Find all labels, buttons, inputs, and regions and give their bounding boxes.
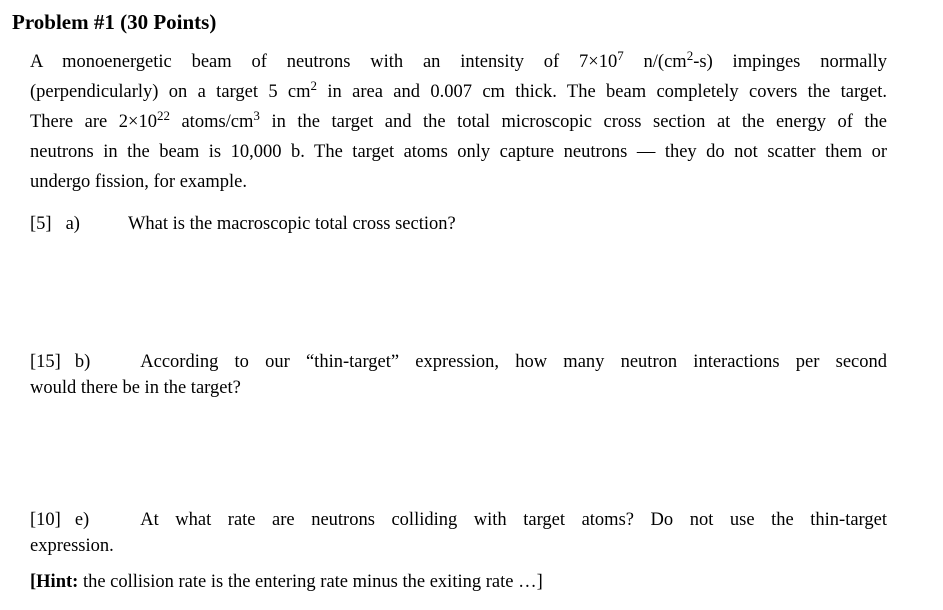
exponent: 2 [686, 48, 694, 63]
statement-text: -s) impinges normally [693, 52, 887, 72]
statement-text: n/(cm [623, 52, 687, 72]
statement-text: in the target and the total microscopic cross section at the energy of the [259, 112, 888, 132]
hint-text: the collision rate is the entering rate minus the exiting rate …] [78, 572, 543, 592]
exponent: 3 [253, 108, 260, 123]
question-points: [5] [30, 214, 52, 234]
hint [30, 572, 543, 593]
question-text: What is the macroscopic total cross section? [127, 214, 456, 234]
question-a [30, 211, 887, 237]
statement-line-1 [30, 47, 887, 77]
statement-line-4: neutrons in the beam is 10,000 b. The target atoms only capture neutrons — they do not scatter them or [30, 142, 887, 162]
statement-text: There are 2×10 [30, 112, 157, 132]
hint-label: [Hint: [30, 572, 79, 592]
question-text-continued: would there be in the target? [30, 378, 241, 398]
question-b [30, 349, 887, 401]
problem-title: Problem #1 (30 Points) [12, 10, 217, 34]
statement-text: atoms/cm [169, 112, 254, 132]
question-points: [15] [30, 352, 61, 372]
question-text: According to our “thin-target” expression, how many neutron interactions per second [140, 352, 887, 372]
question-text: At what rate are neutrons colliding with target atoms? Do not use the thin-target [140, 510, 887, 530]
exponent: 2 [310, 78, 318, 93]
question-text-continued: expression. [30, 536, 114, 556]
statement-text: (perpendicularly) on a target 5 cm [30, 82, 311, 102]
question-points: [10] [30, 510, 61, 530]
statement-text: in area and 0.007 cm thick. The beam completely covers the target. [317, 82, 887, 102]
question-letter: e) [74, 510, 90, 530]
question-c [30, 507, 887, 559]
exponent: 7 [617, 48, 624, 63]
exponent: 22 [156, 108, 170, 123]
statement-line-3 [30, 107, 887, 137]
question-letter: b) [74, 352, 91, 372]
statement-text: A monoenergetic beam of neutrons with an intensity of 7×10 [30, 52, 618, 72]
question-letter: a) [65, 214, 80, 234]
problem-statement [30, 47, 887, 197]
statement-line-2 [30, 77, 887, 107]
statement-line-5: undergo fission, for example. [30, 172, 247, 192]
